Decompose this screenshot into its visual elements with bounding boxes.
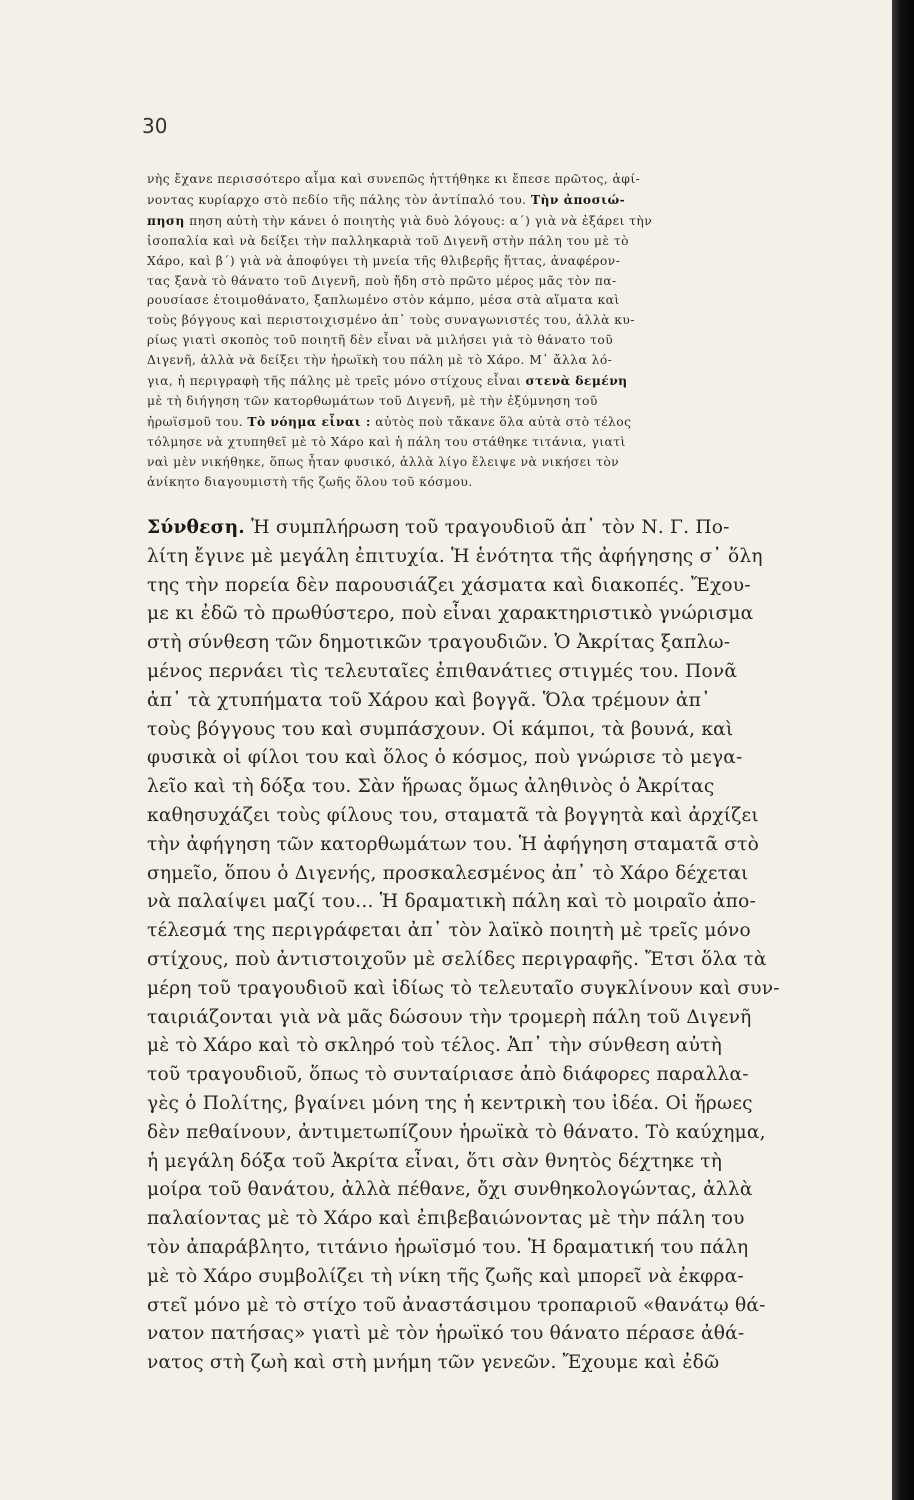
text-line: νατος στὴ ζωὴ καὶ στὴ μνήμη τῶν γενεῶν. Ἔχουμε καὶ ἐδῶ — [147, 1352, 720, 1374]
text-line: νατον πατήσας» γιατὶ μὲ τὸν ἡρωϊκό του θάνατο πέρασε ἀθά- — [147, 1323, 745, 1345]
page-number: 30 — [142, 114, 168, 138]
text-line: ἀπ᾽ τὰ χτυπήματα τοῦ Χάρου καὶ βογγᾶ. Ὅλα τρέμουν ἀπ᾽ — [147, 689, 711, 711]
text-line: ἡρωϊσμοῦ του. Τὸ νόημα εἶναι : αὐτὸς ποὺ τἄκανε ὅλα αὐτὰ στὸ τέλος — [147, 413, 632, 429]
text-line: γὲς ὁ Πολίτης, βγαίνει μόνη της ἡ κεντρικὴ του ἰδέα. Οἱ ἥρωες — [147, 1092, 753, 1114]
text-line: φυσικὰ οἱ φίλοι του καὶ ὅλος ὁ κόσμος, ποὺ γνώρισε τὸ μεγα- — [147, 747, 743, 769]
bold-term: πηση — [147, 212, 185, 228]
text-line: της τὴν πορεία δὲν παρουσιάζει χάσματα καὶ διακοπές. Ἔχου- — [147, 574, 751, 596]
text-line: τὸν ἀπαράβλητο, τιτάνιο ἡρωϊσμό του. Ἡ δραματική του πάλη — [147, 1236, 749, 1258]
text-line: νὴς ἔχανε περισσότερο αἷμα καὶ συνεπῶς ἡττήθηκε κι ἔπεσε πρῶτος, ἀφί- — [147, 172, 641, 186]
text-line: παλαίοντας μὲ τὸ Χάρο καὶ ἐπιβεβαιώνοντας μὲ τὴν πάλη του — [147, 1208, 745, 1230]
text-line: μένος περνάει τὶς τελευταῖες ἐπιθανάτιες στιγμές του. Πονᾶ — [147, 660, 738, 682]
text-line: καθησυχάζει τοὺς φίλους του, σταματᾶ τὰ βογγητὰ καὶ ἀρχίζει — [147, 804, 759, 826]
text-line: Διγενῆ, ἀλλὰ νὰ δείξει τὴν ἡρωϊκὴ του πάλη μὲ τὸ Χάρο. Μ᾽ ἄλλα λό- — [147, 353, 613, 368]
text-line: τὴν ἀφήγηση τῶν κατορθωμάτων του. Ἡ ἀφήγηση σταματᾶ στὸ — [147, 833, 760, 855]
text-line: λίτη ἔγινε μὲ μεγάλη ἐπιτυχία. Ἡ ἑνότητα τῆς ἀφήγησης σ᾽ ὅλη — [147, 545, 763, 567]
text-line: ἰσοπαλία καὶ νὰ δείξει τὴν παλληκαριὰ τοῦ Διγενῆ στὴν πάλη του μὲ τὸ — [147, 233, 629, 248]
text-line: νοντας κυρίαρχο στὸ πεδίο τῆς πάλης τὸν ἀντίπαλό του. Τὴν ἀποσιώ- — [147, 191, 626, 207]
commentary-paragraph — [147, 170, 797, 493]
text-line: Σύνθεση. Ἡ συμπλήρωση τοῦ τραγουδιοῦ ἀπ᾽ τὸν Ν. Γ. Πο- — [147, 517, 730, 538]
text-line: σημεῖο, ὅπου ὁ Διγενής, προσκαλεσμένος ἀπ᾽ τὸ Χάρο δέχεται — [147, 862, 749, 884]
text-line: τας ξανὰ τὸ θάνατο τοῦ Διγενῆ, ποὺ ἤδη στὸ πρῶτο μέρος μᾶς τὸν πα- — [147, 273, 617, 288]
text-line: στεῖ μόνο μὲ τὸ στίχο τοῦ ἀναστάσιμου τροπαριοῦ «θανάτῳ θά- — [147, 1294, 766, 1316]
text-line: Χάρο, καὶ β΄) γιὰ νὰ ἀποφύγει τὴ μνεία τῆς θλιβερῆς ἥττας, ἀναφέρον- — [147, 253, 621, 268]
text-line: ταιριάζονται γιὰ νὰ μᾶς δώσουν τὴν τρομερὴ πάλη τοῦ Διγενῆ — [147, 1006, 752, 1028]
text-line: μέρη τοῦ τραγουδιοῦ καὶ ἰδίως τὸ τελευταῖο συγκλίνουν καὶ συν- — [147, 977, 780, 999]
bold-term: στενὰ δεμένη — [525, 373, 628, 389]
bold-term: Τὴν ἀποσιώ- — [530, 191, 626, 207]
text-line: μὲ τὴ διήγηση τῶν κατορθωμάτων τοῦ Διγενῆ, μὲ τὴν ἐξύμνηση τοῦ — [147, 393, 598, 408]
scan-border — [892, 0, 914, 1500]
text-line: πηση πηση αὐτὴ τὴν κάνει ὁ ποιητὴς γιὰ δυὸ λόγους: α΄) γιὰ νὰ ἐξάρει τὴν — [147, 212, 653, 228]
text-line: ρουσίασε ἑτοιμοθάνατο, ξαπλωμένο στὸν κάμπο, μέσα στὰ αἵματα καὶ — [147, 293, 620, 308]
text-line: για, ἡ περιγραφὴ τῆς πάλης μὲ τρεῖς μόνο στίχους εἶναι στενὰ δεμένη — [147, 373, 628, 389]
text-line: μὲ τὸ Χάρο συμβολίζει τὴ νίκη τῆς ζωῆς καὶ μπορεῖ νὰ ἐκφρα- — [147, 1265, 744, 1287]
text-line: λεῖο καὶ τὴ δόξα του. Σὰν ἥρωας ὅμως ἀληθινὸς ὁ Ἀκρίτας — [147, 776, 715, 798]
text-line: ἀνίκητο διαγουμιστὴ τῆς ζωῆς ὅλου τοῦ κόσμου. — [147, 474, 473, 489]
text-line: ἡ μεγάλη δόξα τοῦ Ἀκρίτα εἶναι, ὅτι σὰν θνητὸς δέχτηκε τὴ — [147, 1150, 723, 1172]
text-line: ρίως γιατὶ σκοπὸς τοῦ ποιητῆ δὲν εἶναι νὰ μιλήσει γιὰ τὸ θάνατο τοῦ — [147, 333, 614, 348]
text-line: νὰ παλαίψει μαζί του... Ἡ δραματικὴ πάλη καὶ τὸ μοιραῖο ἀπο- — [147, 891, 756, 913]
text-line: δὲν πεθαίνουν, ἀντιμετωπίζουν ἡρωϊκὰ τὸ θάνατο. Τὸ καύχημα, — [147, 1121, 766, 1143]
text-line: με κι ἐδῶ τὸ πρωθύστερο, ποὺ εἶναι χαρακτηριστικὸ γνώρισμα — [147, 603, 754, 625]
text-line: μὲ τὸ Χάρο καὶ τὸ σκληρό τοὺ τέλος. Ἀπ᾽ τὴν σύνθεση αὐτὴ — [147, 1035, 722, 1057]
text-line: τέλεσμά της περιγράφεται ἀπ᾽ τὸν λαϊκὸ ποιητὴ μὲ τρεῖς μόνο — [147, 920, 751, 942]
text-line: ναὶ μὲν νικήθηκε, ὅπως ἦταν φυσικό, ἀλλὰ λίγο ἔλειψε νὰ νικήσει τὸν — [147, 454, 620, 469]
text-line: στίχους, ποὺ ἀντιστοιχοῦν μὲ σελίδες περιγραφῆς. Ἔτσι ὅλα τὰ — [147, 948, 767, 970]
section-heading: Σύνθεση. — [147, 517, 245, 538]
synthesis-paragraph — [147, 514, 807, 1378]
bold-term: Τὸ νόημα εἶναι : — [247, 413, 371, 429]
text-line: τόλμησε νὰ χτυπηθεῖ μὲ τὸ Χάρο καὶ ἡ πάλη του στάθηκε τιτάνια, γιατὶ — [147, 434, 626, 449]
text-line: τοὺς βόγγους του καὶ συμπάσχουν. Οἱ κάμποι, τὰ βουνά, καὶ — [147, 718, 734, 740]
text-line: τοῦ τραγουδιοῦ, ὅπως τὸ συνταίριασε ἀπὸ διάφορες παραλλα- — [147, 1064, 749, 1086]
text-line: τοὺς βόγγους καὶ περιστοιχισμένο ἀπ᾽ τοὺς συναγωνιστές του, ἀλλὰ κυ- — [147, 313, 635, 328]
text-line: μοίρα τοῦ θανάτου, ἀλλὰ πέθανε, ὄχι συνθηκολογώντας, ἀλλὰ — [147, 1179, 753, 1201]
text-line: στὴ σύνθεση τῶν δημοτικῶν τραγουδιῶν. Ὁ Ἀκρίτας ξαπλω- — [147, 632, 731, 654]
